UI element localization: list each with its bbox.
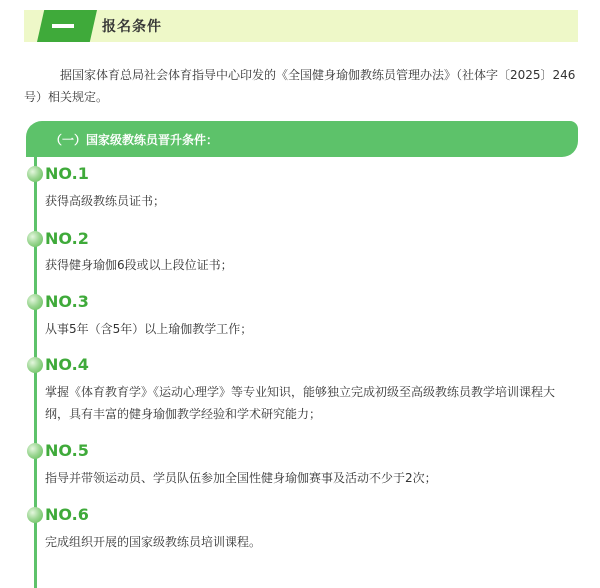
- item-number: NO.6: [45, 505, 89, 524]
- intro-paragraph: 据国家体育总局社会体育指导中心印发的《全国健身瑜伽教练员管理办法》（社体字〔2025〕246号）相关规定。: [24, 68, 576, 104]
- item-number: NO.2: [45, 229, 89, 248]
- item-number: NO.3: [45, 292, 89, 311]
- item-number: NO.1: [45, 164, 89, 183]
- timeline-dot-icon: [27, 507, 43, 523]
- subsection-title: （一）国家级教练员晋升条件：: [50, 133, 219, 147]
- section-number-mark: [52, 24, 74, 28]
- timeline-dot-icon: [27, 231, 43, 247]
- item-text: 获得高级教练员证书；: [45, 194, 166, 208]
- item-number: NO.4: [45, 355, 89, 374]
- item-text: 完成组织开展的国家级教练员培训课程。: [45, 535, 262, 549]
- page-title: 报名条件: [102, 19, 162, 35]
- timeline-dot-icon: [27, 166, 43, 182]
- item-text: 指导并带领运动员、学员队伍参加全国性健身瑜伽赛事及活动不少于2次；: [45, 471, 437, 485]
- timeline-dot-icon: [27, 357, 43, 373]
- item-text: 掌握《体育教育学》《运动心理学》等专业知识，能够独立完成初级至高级教练员教学培训课程大纲，具有丰富的健身瑜伽教学经验和学术研究能力；: [45, 385, 556, 421]
- timeline-dot-icon: [27, 443, 43, 459]
- timeline-dot-icon: [27, 294, 43, 310]
- item-text: 从事5年（含5年）以上瑜伽教学工作；: [45, 322, 253, 336]
- item-text: 获得健身瑜伽6段或以上段位证书；: [45, 258, 233, 272]
- item-number: NO.5: [45, 441, 89, 460]
